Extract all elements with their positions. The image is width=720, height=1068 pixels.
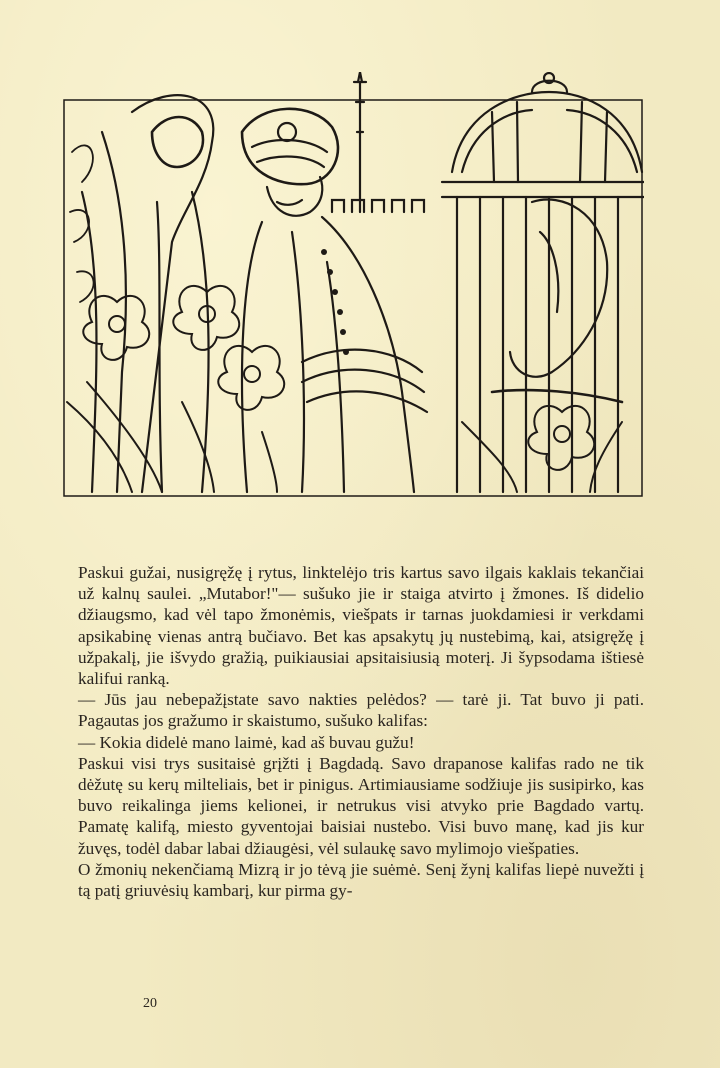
- page-text: [78, 562, 644, 901]
- paragraph-5: O žmonių nekenčiamą Mizrą ir jo tėvą jie suėmė. Senį žynį kalifas liepė nuvežti į tą patį griuvėsių kambarį, kur pirma gy-: [78, 859, 644, 901]
- paragraph-2: — Jūs jau nebepažįstate savo nakties pelėdos? — tarė ji. Tat buvo ji pati. Pagautas jos gražumo ir skaistumo, sušuko kalifas:: [78, 690, 644, 731]
- page-number: 20: [143, 996, 157, 1011]
- paragraph-1: Paskui gužai, nusigręžę į rytus, linktelėjo tris kartus savo ilgais kaklais tekančiai už kalnų saulei. „Mutabor!"— sušuko jie ir staiga atvirto į žmones. Iš didelio džiaugsmo, kad vėl tapo žmonėmis, viešpats ir tarnas juokdamiesi ir verkdami apsikabinę vienas antrą bučiavo. Bet kas apsakytų jų nustebimą, kai, atsigręžę į užpakalį, jie išvydo gražią, puikiausiai apsitaisiusią moterį. Ji šypsodama ištiesė kalifui ranką.: [78, 563, 644, 689]
- paragraph-4: Paskui visi trys susitaisė grįžti į Bagdadą. Savo drapanose kalifas rado ne tik dėžutę su kerų milteliais, bet ir pinigus. Artimiausiame sodžiuje jis susipirko, kas buvo reikalinga jiems kelionei, ir netrukus visi atvyko prie Bagdado vartų. Pamatę kalifą, miesto gyventojai baisiai nustebo. Visi buvo manę, kad jis kur žuvęs, todėl dabar labai džiaugėsi, vėl sulaukę savo mylimojo viešpaties.: [78, 753, 644, 858]
- illustration: [62, 72, 644, 500]
- illustration-caliph-woman-cage: [62, 72, 644, 500]
- paragraph-3: — Kokia didelė mano laimė, kad aš buvau gužu!: [78, 732, 415, 752]
